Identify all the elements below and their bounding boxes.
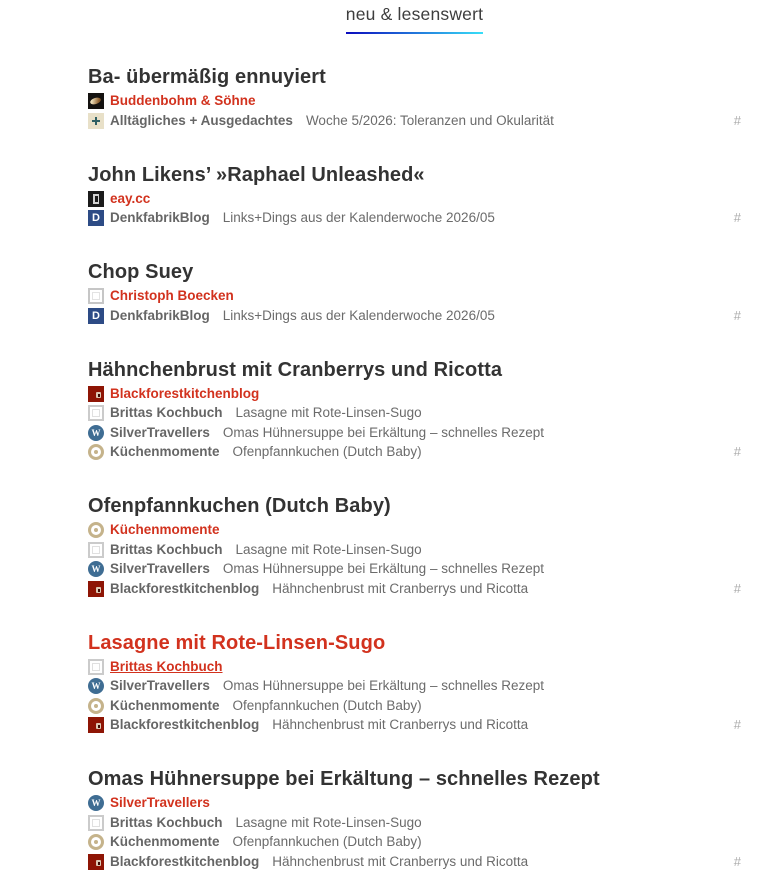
permalink-hash-link[interactable]: # — [733, 307, 741, 323]
post-title-link[interactable]: Ba- übermäßig ennuyiert — [88, 66, 326, 88]
source-blog-link[interactable]: eay.cc — [110, 190, 151, 206]
related-row — [88, 210, 741, 226]
related-row — [88, 405, 741, 421]
related-post-link[interactable]: Lasagne mit Rote-Linsen-Sugo — [235, 405, 422, 420]
related-post-link[interactable]: Ofenpfannkuchen (Dutch Baby) — [232, 834, 422, 849]
related-post-link[interactable]: Ofenpfannkuchen (Dutch Baby) — [232, 697, 422, 713]
kuechenmomente-favicon-icon — [88, 444, 104, 460]
kuechenmomente-favicon-icon — [88, 522, 104, 538]
related-blog-link[interactable]: Blackforestkitchenblog — [110, 853, 260, 869]
source-blog-link[interactable]: Brittas Kochbuch — [110, 658, 223, 674]
source-blog-link[interactable]: Christoph Boecken — [110, 288, 234, 303]
related-post-link[interactable]: Lasagne mit Rote-Linsen-Sugo — [235, 814, 422, 830]
buddenbohm-soehne-favicon-icon — [88, 93, 104, 109]
related-post-link[interactable]: Omas Hühnersuppe bei Erkältung – schnelles Rezept — [222, 424, 545, 440]
permalink-hash-link[interactable]: # — [733, 210, 741, 225]
source-row — [88, 522, 741, 538]
feed-sections — [88, 66, 741, 870]
feed-section — [88, 261, 741, 324]
blackforestkitchenblog-favicon-icon — [88, 581, 104, 597]
wordpress-favicon-icon — [88, 678, 104, 694]
related-blog-link[interactable]: SilverTravellers — [110, 678, 210, 693]
permalink-hash-link[interactable]: # — [733, 853, 741, 869]
wordpress-favicon-icon — [88, 561, 104, 577]
related-blog-link[interactable]: DenkfabrikBlog — [110, 307, 210, 323]
post-title-link[interactable]: Hähnchenbrust mit Cranberrys und Ricotta — [88, 358, 503, 381]
related-row — [88, 542, 741, 558]
related-post-link[interactable]: Links+Dings aus der Kalenderwoche 2026/05 — [222, 210, 495, 225]
denkfabrikblog-favicon-icon — [88, 210, 104, 226]
source-row — [88, 288, 741, 304]
related-row — [88, 698, 741, 714]
feed-section — [88, 632, 741, 734]
source-row — [88, 93, 741, 109]
related-post-link[interactable]: Links+Dings aus der Kalenderwoche 2026/05 — [222, 307, 495, 323]
blackforestkitchenblog-favicon-icon — [88, 854, 104, 870]
source-row — [88, 191, 741, 207]
related-blog-link[interactable]: Brittas Kochbuch — [110, 405, 223, 420]
source-blog-link[interactable]: Küchenmomente — [110, 522, 220, 537]
blackforestkitchenblog-favicon-icon — [88, 717, 104, 733]
feed-section — [88, 359, 741, 461]
related-blog-link[interactable]: SilverTravellers — [110, 424, 210, 440]
permalink-hash-link[interactable]: # — [733, 717, 741, 732]
related-row — [88, 561, 741, 577]
related-blog-link[interactable]: Küchenmomente — [110, 697, 220, 713]
source-blog-link[interactable]: Blackforestkitchenblog — [110, 385, 260, 401]
eay-cc-favicon-icon — [88, 191, 104, 207]
related-row — [88, 581, 741, 597]
related-post-link[interactable]: Hähnchenbrust mit Cranberrys und Ricotta — [272, 853, 529, 869]
brittas-kochbuch-favicon-icon — [88, 815, 104, 831]
related-blog-link[interactable]: Brittas Kochbuch — [110, 814, 223, 830]
related-post-link[interactable]: Ofenpfannkuchen (Dutch Baby) — [232, 444, 422, 459]
permalink-hash-link[interactable]: # — [733, 580, 741, 596]
related-post-link[interactable]: Hähnchenbrust mit Cranberrys und Ricotta — [272, 580, 529, 596]
related-row — [88, 308, 741, 324]
feed-section — [88, 66, 741, 129]
related-row — [88, 444, 741, 460]
post-title-link[interactable]: Lasagne mit Rote-Linsen-Sugo — [88, 631, 386, 654]
alltaegliches-ausgedachtes-favicon-icon — [88, 113, 104, 129]
page-container — [88, 0, 741, 870]
source-blog-link[interactable]: SilverTravellers — [110, 795, 210, 810]
related-row — [88, 815, 741, 831]
masthead — [88, 0, 741, 34]
related-blog-link[interactable]: Brittas Kochbuch — [110, 541, 223, 557]
related-blog-link[interactable]: Alltägliches + Ausgedachtes — [110, 112, 293, 128]
related-blog-link[interactable]: Küchenmomente — [110, 444, 220, 459]
post-title-link[interactable]: Chop Suey — [88, 261, 194, 283]
feed-section — [88, 768, 741, 870]
source-row — [88, 386, 741, 402]
permalink-hash-link[interactable]: # — [733, 444, 741, 459]
feed-section — [88, 164, 741, 227]
site-title: neu & lesenswert — [343, 4, 486, 34]
related-row — [88, 834, 741, 850]
blackforestkitchenblog-favicon-icon — [88, 386, 104, 402]
wordpress-favicon-icon — [88, 795, 104, 811]
related-post-link[interactable]: Woche 5/2026: Toleranzen und Okularität — [305, 112, 554, 128]
related-row — [88, 425, 741, 441]
related-row — [88, 717, 741, 733]
post-title-link[interactable]: John Likens’ »Raphael Unleashed« — [88, 163, 425, 186]
related-blog-link[interactable]: SilverTravellers — [110, 561, 210, 576]
wordpress-favicon-icon — [88, 425, 104, 441]
related-blog-link[interactable]: DenkfabrikBlog — [110, 210, 210, 225]
feed-section — [88, 495, 741, 597]
kuechenmomente-favicon-icon — [88, 698, 104, 714]
source-row — [88, 795, 741, 811]
related-row — [88, 678, 741, 694]
christoph-boecken-favicon-icon — [88, 288, 104, 304]
related-row — [88, 113, 741, 129]
related-post-link[interactable]: Hähnchenbrust mit Cranberrys und Ricotta — [272, 717, 529, 732]
post-title-link[interactable]: Omas Hühnersuppe bei Erkältung – schnelles Rezept — [88, 768, 600, 790]
brittas-kochbuch-favicon-icon — [88, 542, 104, 558]
permalink-hash-link[interactable]: # — [733, 112, 741, 128]
related-blog-link[interactable]: Blackforestkitchenblog — [110, 717, 260, 732]
brittas-kochbuch-favicon-icon — [88, 405, 104, 421]
denkfabrikblog-favicon-icon — [88, 308, 104, 324]
source-blog-link[interactable]: Buddenbohm & Söhne — [110, 93, 256, 108]
post-title-link[interactable]: Ofenpfannkuchen (Dutch Baby) — [88, 495, 391, 517]
related-blog-link[interactable]: Blackforestkitchenblog — [110, 580, 260, 596]
related-post-link[interactable]: Omas Hühnersuppe bei Erkältung – schnelles Rezept — [222, 678, 545, 693]
related-row — [88, 854, 741, 870]
related-blog-link[interactable]: Küchenmomente — [110, 834, 220, 849]
source-row — [88, 659, 741, 675]
related-post-link[interactable]: Lasagne mit Rote-Linsen-Sugo — [235, 541, 422, 557]
kuechenmomente-favicon-icon — [88, 834, 104, 850]
brittas-kochbuch-favicon-icon — [88, 659, 104, 675]
related-post-link[interactable]: Omas Hühnersuppe bei Erkältung – schnelles Rezept — [222, 561, 545, 576]
